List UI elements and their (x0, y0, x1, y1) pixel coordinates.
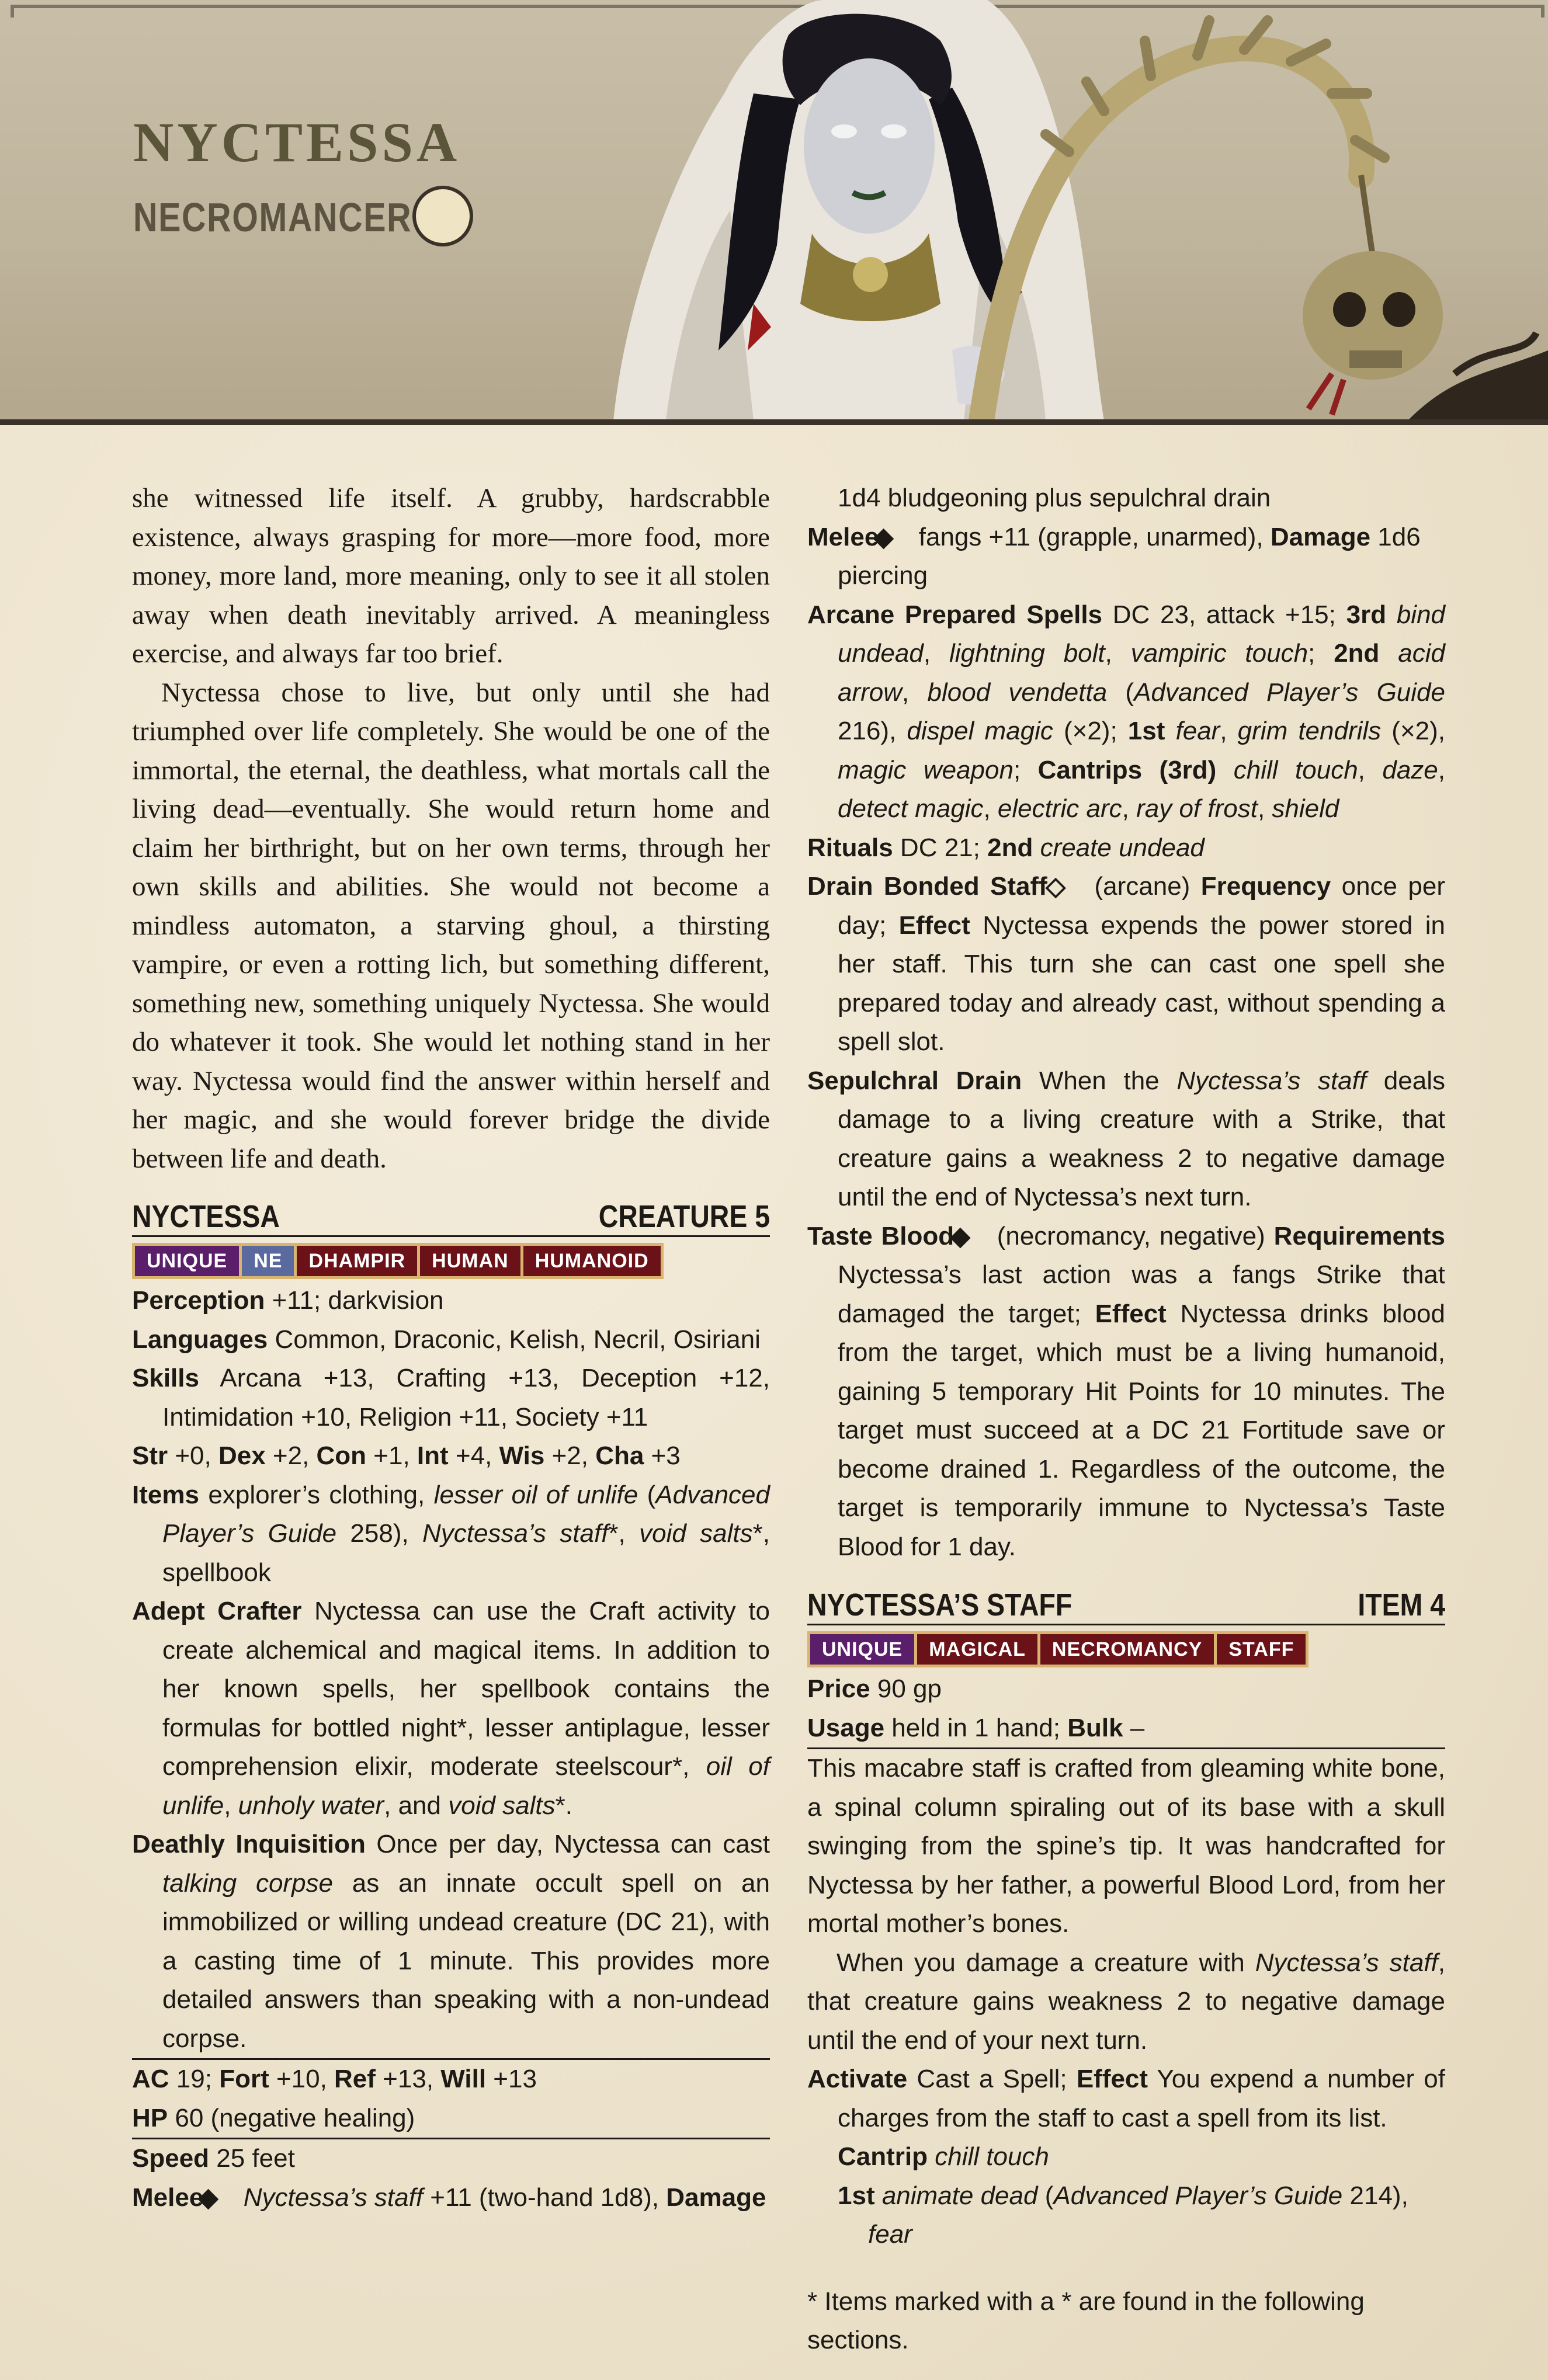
trait-badge: HUMANOID (520, 1243, 664, 1279)
single-action-icon: ◆ (198, 2183, 218, 2212)
page-title: NYCTESSA (133, 111, 461, 173)
stat-perception: Perception +11; darkvision (132, 1286, 444, 1315)
trait-badge: UNIQUE (132, 1243, 242, 1279)
item-description: When you damage a creature with Nyctessa’s staff, that creature gains weakness 2 to negative damage until the end of your next turn. (807, 1948, 1445, 2055)
item-usage: Usage held in 1 hand; Bulk – (807, 1713, 1145, 1742)
stat-melee-staff: Melee ◆ Nyctessa’s staff +11 (two-hand 1d8), Damage (132, 2179, 770, 2218)
trait-badge: MAGICAL (914, 1631, 1040, 1667)
ability-taste-blood: Taste Blood ◆ (necromancy, negative) Requirements Nyctessa’s last action was a fangs Strike that damaged the target; Effect Nyctessa drinks blood from the target, which must be a living humanoid, gaining 5 temporary Hit Points for 10 minutes. The target must succeed at a DC 21 Fortitude save or become drained 1. Regardless of the outcome, the target is temporarily immune to Nyctessa’s Taste Blood for 1 day. (807, 1217, 1445, 1567)
ability-drain-bonded-staff: Drain Bonded Staff ◇ (arcane) Frequency once per day; Effect Nyctessa expends the power stored in her staff. This turn she can cast one spell she prepared today and already cast, without spending a spell slot. (807, 867, 1445, 1062)
stat-defenses: AC 19; Fort +10, Ref +13, Will +13 (132, 2058, 770, 2099)
stat-rituals: Rituals DC 21; 2nd create undead (807, 833, 1205, 862)
page-subtitle: NECROMANCER (133, 194, 412, 240)
item-level: ITEM 4 (1358, 1587, 1445, 1622)
item-cantrip: Cantrip chill touch (838, 2142, 1049, 2171)
free-action-icon: ◇ (1046, 872, 1066, 901)
item-traits (807, 1631, 1445, 1667)
ability-adept-crafter: Adept Crafter Nyctessa can use the Craft activity to create alchemical and magical items. In addition to her known spells, her spellbook contains the formulas for bottled night*, lesser antiplague, lesser comprehension elixir, moderate steelscour*, oil of unlife, unholy water, and void salts*. (132, 1597, 770, 1820)
stat-languages: Languages Common, Draconic, Kelish, Necril, Osiriani (132, 1325, 761, 1354)
creature-stat-header (132, 1199, 770, 1237)
creature-name: NYCTESSA (132, 1199, 280, 1234)
trait-badge: NECROMANCY (1037, 1631, 1217, 1667)
creature-level: CREATURE 5 (598, 1199, 770, 1234)
item-price: Price 90 gp (807, 1674, 942, 1703)
right-column (807, 479, 1445, 2360)
item-first-level: 1st animate dead (Advanced Player’s Guide 214), fear (838, 2181, 1408, 2249)
item-stat-header (807, 1587, 1445, 1625)
stat-melee-fangs: Melee ◆ fangs +11 (grapple, unarmed), Damage 1d6 piercing (807, 518, 1445, 596)
creature-traits (132, 1243, 770, 1279)
stat-melee-staff-continued: 1d4 bludgeoning plus sepulchral drain (838, 484, 1271, 512)
ability-deathly-inquisition: Deathly Inquisition Once per day, Nyctessa can cast talking corpse as an innate occult spell on an immobilized or willing undead creature (DC 21), with a casting time of 1 minute. This provides more detailed answers than speaking with a non-undead corpse. (132, 1830, 770, 2053)
single-action-icon: ◆ (873, 522, 894, 551)
stat-abilities: Str +0, Dex +2, Con +1, Int +4, Wis +2, Cha +3 (132, 1441, 681, 1470)
item-activate: Activate Cast a Spell; Effect You expend a number of charges from the staff to cast a spell from its list. (807, 2065, 1445, 2132)
stat-skills: Skills Arcana +13, Crafting +13, Deception +12, Intimidation +10, Religion +11, Society +11 (132, 1364, 770, 1432)
lore-paragraph: she witnessed life itself. A grubby, hardscrabble existence, always grasping for more—more food, more money, more land, more meaning, only to see it all stolen away when death inevitably arrived. A meaningless exercise, and always far too brief. (132, 483, 770, 669)
item-description: This macabre staff is crafted from gleaming white bone, a spinal column spiraling out of its base with a skull swinging from the spine’s tip. It was handcrafted for Nyctessa by her father, a powerful Blood Lord, from her mortal mother’s bones. (807, 1747, 1445, 1944)
rarity-circle-icon (412, 186, 473, 246)
trait-badge: HUMAN (417, 1243, 523, 1279)
trait-badge: UNIQUE (807, 1631, 917, 1667)
lore-paragraph: Nyctessa chose to live, but only until she had triumphed over life completely. She would be one of the immortal, the eternal, the deathless, what mortals call the living dead—eventually. She would return home and claim her birthright, but on her own terms, through her own skills and abilities. She would not become a mindless automaton, a starving ghoul, a thirsting vampire, or even a rotting lich, but something different, something new, something uniquely Nyctessa. She would do whatever it took. She would let nothing stand in her way. Nyctessa would find the answer within herself and her magic, and she would forever bridge the divide between life and death. (132, 677, 770, 1174)
left-column (132, 479, 770, 2217)
header-banner (0, 0, 1548, 425)
single-action-icon: ◆ (950, 1221, 970, 1250)
banner-bottom-border (0, 419, 1548, 425)
trait-badge: DHAMPIR (294, 1243, 420, 1279)
stat-hp: HP 60 (negative healing) (132, 2103, 415, 2132)
trait-badge: STAFF (1214, 1631, 1308, 1667)
ability-sepulchral-drain: Sepulchral Drain When the Nyctessa’s staff deals damage to a living creature with a Strike, that creature gains a weakness 2 to negative damage until the end of Nyctessa’s next turn. (807, 1066, 1445, 1211)
character-illustration (578, 0, 1548, 421)
stat-items: Items explorer’s clothing, lesser oil of unlife (Advanced Player’s Guide 258), Nyctessa’s staff*, void salts*, spellbook (132, 1480, 770, 1587)
stat-speed: Speed 25 feet (132, 2138, 770, 2179)
item-name: NYCTESSA’S STAFF (807, 1587, 1073, 1622)
footnote: * Items marked with a * are found in the following sections. (807, 2287, 1365, 2354)
trait-badge: NE (239, 1243, 297, 1279)
stat-spells: Arcane Prepared Spells DC 23, attack +15; 3rd bind undead, lightning bolt, vampiric touch; 2nd acid arrow, blood vendetta (Advanced Player’s Guide 216), dispel magic (×2); 1st fear, grim tendrils (×2), magic weapon; Cantrips (3rd) chill touch, daze, detect magic, electric arc, ray of frost, shield (807, 600, 1446, 823)
